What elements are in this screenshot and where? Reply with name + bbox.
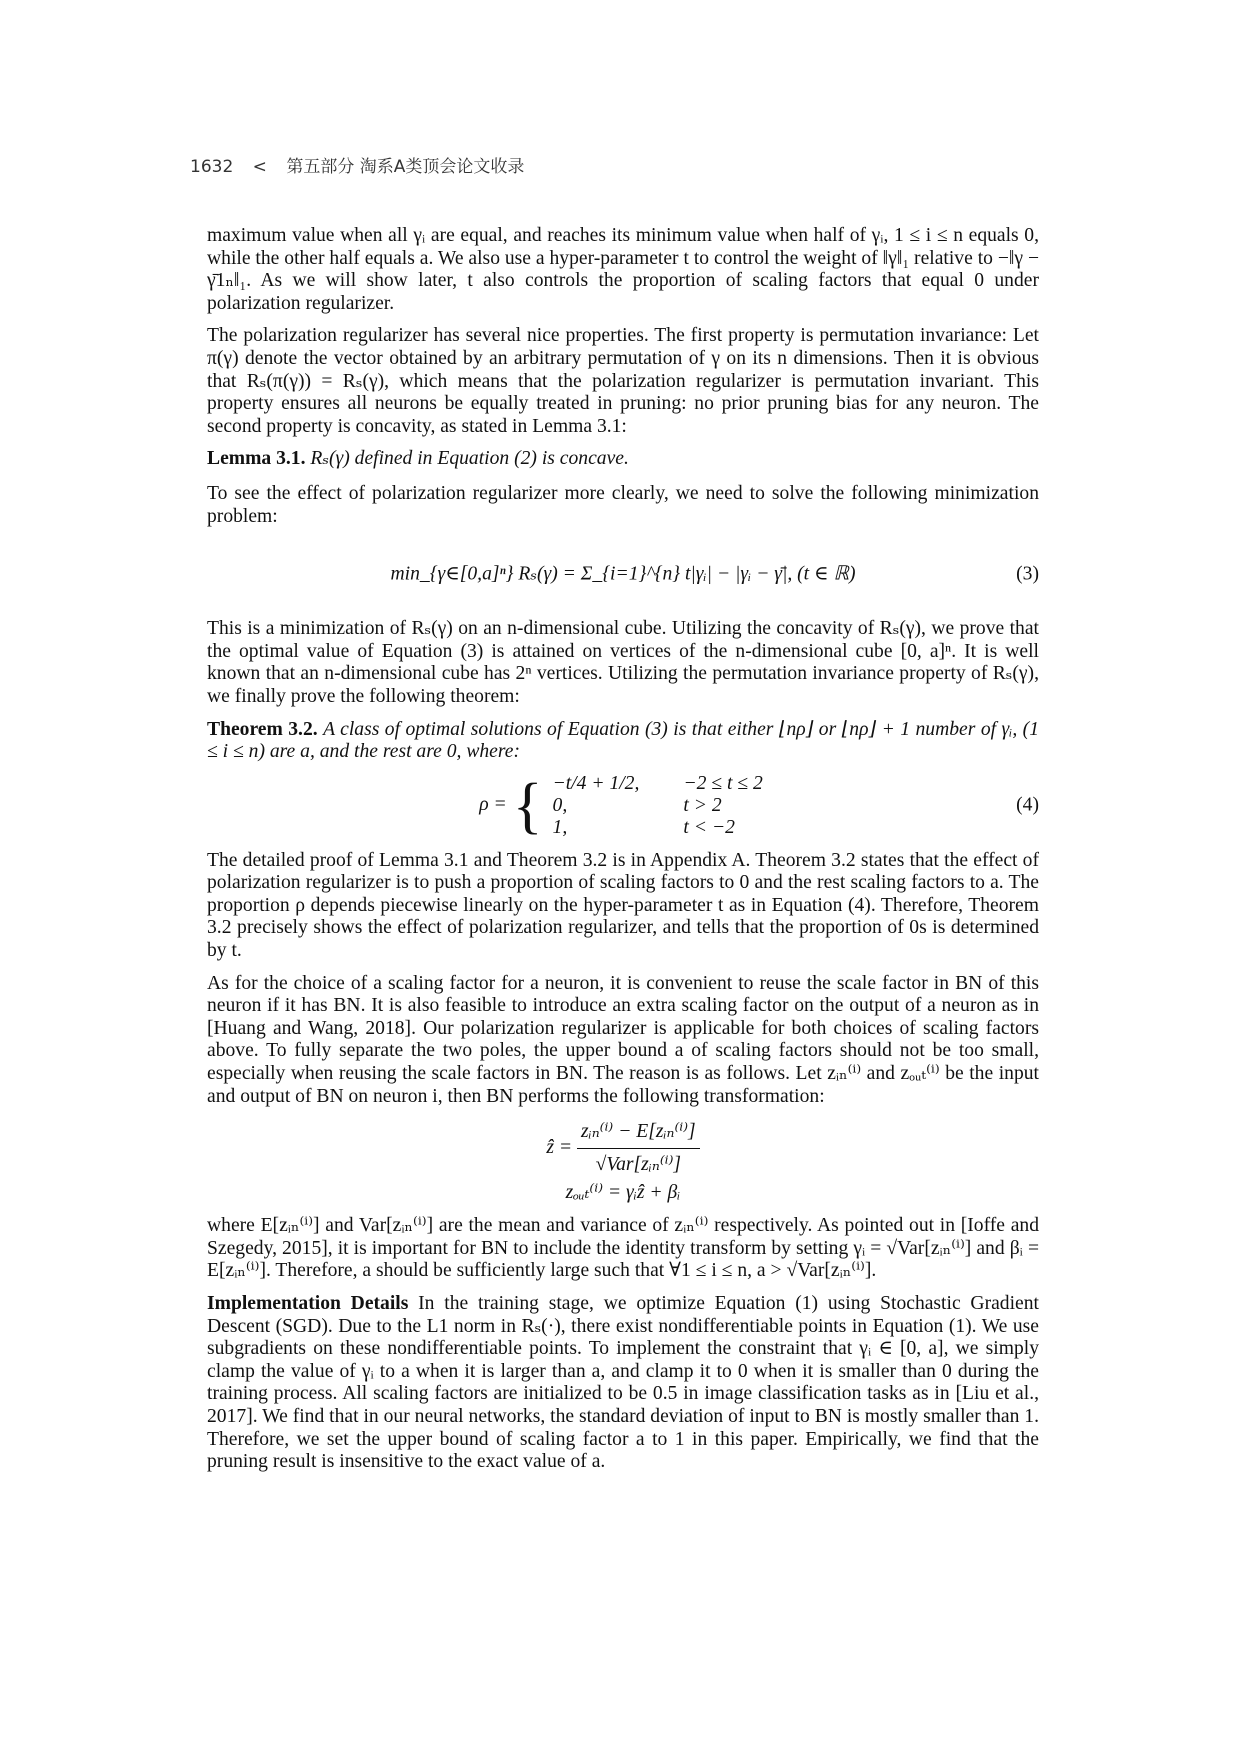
lemma-3-1 [207, 448, 1039, 471]
case-row [549, 795, 767, 817]
bn-numerator: zᵢₙ⁽ⁱ⁾ − E[zᵢₙ⁽ⁱ⁾] [577, 1118, 700, 1149]
paper-body [207, 225, 1039, 1474]
equation-4-cases [549, 773, 767, 839]
page-header [190, 152, 538, 177]
implementation-text: In the training stage, we optimize Equation (1) using Stochastic Gradient Descent (SGD). Due to the L1 norm in Rₛ(·), there exist nondifferentiable points in Equation (1). We use subgradients on these nondifferentiable points. To implement the constraint that γᵢ ∈ [0, a], we simply clamp the value of γᵢ to a when it is larger than a, and clamp it to 0 when it is smaller than 0 during the training process. All scaling factors are initialized to be 0.5 in image classification tasks as in [Liu et al., 2017]. We find that in our neural networks, the standard deviation of input to BN is mostly smaller than 1. Therefore, we set the upper bound of scaling factor a to 1 in this paper. Empirically, we find that the pruning result is insensitive to the exact value of a. [207, 1293, 1039, 1473]
implementation-details [207, 1293, 1039, 1474]
theorem-3-2 [207, 719, 1039, 764]
case-row [549, 817, 767, 839]
bn-equation-1 [207, 1118, 1039, 1179]
case-value: −t/4 + 1/2, [552, 772, 640, 794]
bn-equation-1-lhs: ẑ = [546, 1137, 573, 1159]
bn-equation-2: zₒᵤₜ⁽ⁱ⁾ = γᵢẑ + βᵢ [565, 1182, 681, 1204]
theorem-label: Theorem 3.2. [207, 718, 318, 740]
implementation-label: Implementation Details [207, 1293, 409, 1314]
header-separator: < [252, 157, 267, 177]
paragraph-4: This is a minimization of Rₛ(γ) on an n-dimensional cube. Utilizing the concavity of Rₛ(γ), we prove that the optimal value of Equation (3) is attained on vertices of the n-dimensional cube [0, a]ⁿ. It is well known that an n-dimensional cube has 2ⁿ vertices. Utilizing the permutation invariance property of Rₛ(γ), we finally prove the following theorem: [207, 618, 1039, 707]
case-value: 0, [552, 794, 568, 816]
paragraph-7: where E[zᵢₙ⁽ⁱ⁾] and Var[zᵢₙ⁽ⁱ⁾] are the mean and variance of zᵢₙ⁽ⁱ⁾ respectively. As pointed out in [Ioffe and Szegedy, 2015], it is important for BN to include the identity transform by setting γᵢ = √Var[zᵢₙ⁽ⁱ⁾] and βᵢ = E[zᵢₙ⁽ⁱ⁾]. Therefore, a should be sufficiently large such that ∀1 ≤ i ≤ n, a > √Var[zᵢₙ⁽ⁱ⁾]. [207, 1215, 1039, 1282]
section-title: 第五部分 淘系A类顶会论文收录 [286, 157, 525, 177]
lemma-text: Rₛ(γ) defined in Equation (2) is concave. [310, 448, 629, 470]
case-condition: −2 ≤ t ≤ 2 [683, 772, 763, 794]
paragraph-1: maximum value when all γᵢ are equal, and reaches its minimum value when half of γᵢ, 1 ≤ i ≤ n equals 0, while the other half equals a. We also use a hyper-parameter t to control the weight of ‖γ‖₁ relative to −‖γ − γ̄1ₙ‖₁. As we will show later, t also controls the proportion of scaling factors that equal 0 under polarization regularizer. [207, 225, 1039, 314]
paragraph-3: To see the effect of polarization regularizer more clearly, we need to solve the following minimization problem: [207, 482, 1039, 527]
case-condition: t > 2 [683, 794, 722, 816]
left-brace-symbol: { [512, 771, 543, 840]
paragraph-2: The polarization regularizer has several nice properties. The first property is permutation invariance: Let π(γ) denote the vector obtained by an arbitrary permutation of γ on its n dimensions. Then it is obvious that Rₛ(π(γ)) = Rₛ(γ), which means that the polarization regularizer is permutation invariant. This property ensures all neurons be equally treated in pruning: no prior pruning bias for any neuron. The second property is concavity, as stated in Lemma 3.1: [207, 325, 1039, 437]
bn-fraction [577, 1118, 700, 1179]
paragraph-6: As for the choice of a scaling factor for a neuron, it is convenient to reuse the scale factor in BN of this neuron if it has BN. It is also feasible to introduce an extra scaling factor on the output of a neuron as in [Huang and Wang, 2018]. Our polarization regularizer is applicable for both choices of scaling factors above. To fully separate the two poles, the upper bound a of scaling factors should not be too small, especially when reusing the scale factors in BN. The reason is as follows. Let zᵢₙ⁽ⁱ⁾ and zₒᵤₜ⁽ⁱ⁾ be the input and output of BN on neuron i, then BN performs the following transformation: [207, 972, 1039, 1107]
bn-denominator: √Var[zᵢₙ⁽ⁱ⁾] [595, 1154, 682, 1176]
bn-transform-equations [207, 1118, 1039, 1207]
case-row [549, 773, 767, 795]
case-condition: t < −2 [683, 816, 735, 838]
paragraph-5: The detailed proof of Lemma 3.1 and Theorem 3.2 is in Appendix A. Theorem 3.2 states that the effect of polarization regularizer is to push a proportion of scaling factors to 0 and the rest scaling factors to a. The proportion ρ depends piecewise linearly on the hyper-parameter t as in Equation (4). Therefore, Theorem 3.2 precisely shows the effect of polarization regularizer, and tells that the proportion of 0s is determined by t. [207, 849, 1039, 962]
equation-4 [207, 768, 1039, 844]
equation-3 [207, 538, 1039, 612]
lemma-label: Lemma 3.1. [207, 448, 306, 470]
theorem-text: A class of optimal solutions of Equation (3) is that either ⌊nρ⌋ or ⌊nρ⌋ + 1 number of γᵢ, (1 ≤ i ≤ n) are a, and the rest are 0, where: [207, 718, 1039, 763]
equation-3-number: (3) [1016, 563, 1039, 585]
equation-3-expression: min_{γ∈[0,a]ⁿ} Rₛ(γ) = Σ_{i=1}^{n} t|γᵢ| − |γᵢ − γ̄|, (t ∈ ℝ) [390, 563, 856, 585]
case-value: 1, [552, 816, 568, 838]
page-number: 1632 [190, 157, 234, 177]
equation-4-lhs: ρ = [479, 794, 507, 816]
equation-4-number: (4) [1016, 794, 1039, 816]
